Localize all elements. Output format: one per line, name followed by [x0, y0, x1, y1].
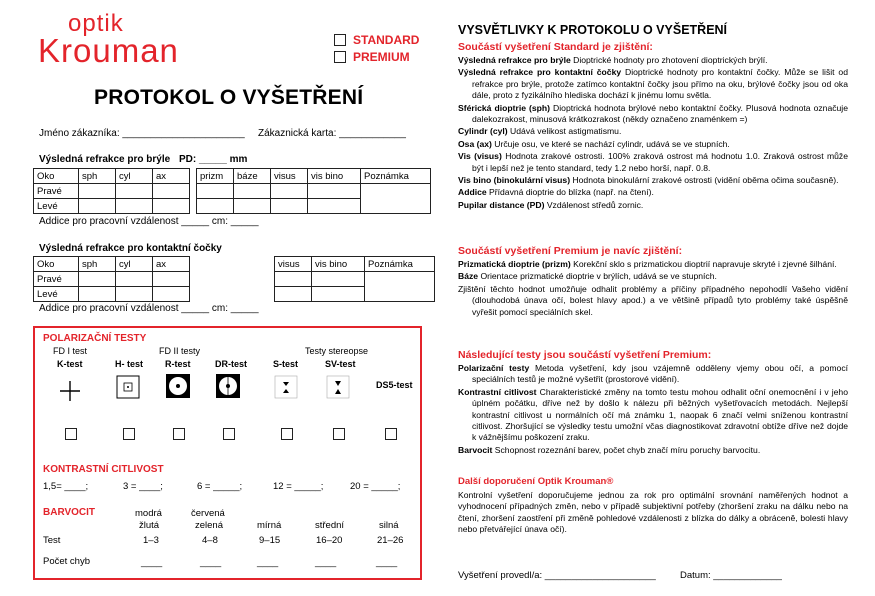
contacts-heading: Výsledná refrakce pro kontaktní čočky — [39, 243, 222, 254]
color-col-5-line2: silná — [379, 520, 399, 531]
standard-heading: Součástí vyšetření Standard je zjištění: — [458, 41, 653, 53]
color-col-2-line2: zelená — [195, 520, 223, 531]
table-cell[interactable] — [308, 199, 361, 214]
color-col-3-line2: mírná — [257, 520, 282, 531]
premium-heading: Součástí vyšetření Premium je navíc zjištění: — [458, 245, 683, 257]
color-test-value-4: 16–20 — [316, 535, 343, 546]
row-label: Pravé — [34, 272, 79, 287]
brand-logo-line1: optik — [68, 10, 124, 37]
col-gap — [190, 184, 197, 199]
explanations-title: VYSVĚTLIVKY K PROTOKOLU O VYŠETŘENÍ — [458, 23, 728, 37]
list-item: Sférická dioptrie (sph) Dioptrická hodnota brýlové nebo kontaktní čočky. Plusová hodnota označuje dalekozrakost, minusová krátkozrakost (někdy označeno znaménkem =) — [458, 102, 848, 125]
r-test-checkbox[interactable] — [173, 428, 185, 440]
premium-list — [458, 259, 848, 319]
table-cell[interactable] — [79, 287, 116, 302]
group-label-fd2: FD II testy — [159, 346, 201, 356]
standard-list — [458, 55, 848, 212]
contacts-addition-field[interactable]: Addice pro pracovní vzdálenost _____ cm: _____ — [39, 303, 259, 314]
table-cell[interactable] — [116, 199, 153, 214]
col-header: cyl — [116, 169, 153, 184]
note-cell[interactable] — [361, 184, 431, 214]
table-cell[interactable] — [116, 272, 153, 287]
col-gap — [190, 199, 197, 214]
col-header: vis bino — [308, 169, 361, 184]
r-test-icon — [165, 373, 191, 399]
col-gap — [190, 169, 197, 184]
contrast-field-3[interactable]: 6 = _____; — [197, 481, 243, 492]
glasses-table — [33, 168, 431, 214]
variant-premium-checkbox[interactable] — [334, 51, 346, 63]
list-item: Výsledná refrakce pro brýle Dioptrické hodnoty pro zhotovení dioptrických brýlí. — [458, 55, 768, 65]
group-label-stereo: Testy stereopse — [305, 346, 369, 356]
col-header: Oko — [34, 169, 79, 184]
table-cell[interactable] — [312, 287, 365, 302]
color-vision-heading: BARVOCIT — [43, 507, 96, 518]
dr-test-icon — [215, 373, 241, 399]
row-label: Pravé — [34, 184, 79, 199]
color-col-1-line1: modrá — [135, 508, 162, 519]
test-label-r: R-test — [165, 359, 191, 369]
color-test-label: Test — [43, 535, 61, 546]
list-item: Polarizační testy Metoda vyšetření, kdy jsou vzájemně odděleny vjemy obou očí, a pomocí speciálních testů je možné vyšetřit (prostorové vidění). — [458, 363, 848, 385]
col-header: visus — [275, 257, 312, 272]
contrast-field-2[interactable]: 3 = ____; — [123, 481, 163, 492]
color-errors-field-2[interactable]: ____ — [200, 557, 222, 568]
brand-logo — [38, 10, 188, 72]
table-cell[interactable] — [308, 184, 361, 199]
list-item: Báze Orientace prizmatické dioptrie v brýlích, udává se ve stupních. — [458, 271, 717, 282]
list-item: Zjištění těchto hodnot umožňuje odhalit problémy a příčiny případného nepohodlí Vašeho vidění (dlouhodobá únava očí, bolest hlavy apod.) a ve většině případů tyto problémy také úspěšně vyřešit pomocí speciálních skel. — [458, 283, 848, 317]
variant-standard-checkbox[interactable] — [334, 34, 346, 46]
col-header: Poznámka — [361, 169, 431, 184]
color-test-value-1: 1–3 — [143, 535, 159, 546]
table-cell[interactable] — [153, 199, 190, 214]
test-label-h: H- test — [115, 359, 144, 369]
color-col-1-line2: žlutá — [139, 520, 160, 531]
table-cell[interactable] — [153, 287, 190, 302]
list-item: Výsledná refrakce pro kontaktní čočky Dioptrické hodnoty pro kontaktní čočky. Může se lišit od refrakce pro brýle, protože zatímco kontaktní čočky jsou přímo na oku, brýlové čočky jsou od oka dále, proto z fyzikálního hlediska dochází k jinému lomu světla. — [458, 67, 848, 101]
table-cell[interactable] — [79, 272, 116, 287]
variant-standard-label: STANDARD — [353, 33, 420, 47]
glasses-heading: Výsledná refrakce pro brýle — [39, 154, 171, 165]
color-errors-field-4[interactable]: ____ — [315, 557, 337, 568]
variant-standard[interactable] — [334, 33, 419, 47]
color-errors-field-3[interactable]: ____ — [257, 557, 279, 568]
table-cell[interactable] — [234, 184, 271, 199]
table-cell[interactable] — [275, 287, 312, 302]
table-cell[interactable] — [271, 184, 308, 199]
test-label-ds5: DS5-test — [376, 380, 413, 390]
col-header: Poznámka — [365, 257, 435, 272]
glasses-addition-field[interactable]: Addice pro pracovní vzdálenost _____ cm: _____ — [39, 216, 259, 227]
tests-list — [458, 363, 848, 457]
pd-field[interactable]: PD: _____ mm — [179, 154, 248, 165]
list-item: Addice Přídavná dioptrie do blízka (např. na čtení). — [458, 187, 654, 198]
color-col-2-line1: červená — [191, 508, 225, 519]
color-errors-label: Počet chyb — [43, 556, 90, 567]
col-header: prizm — [197, 169, 234, 184]
group-label-fd1: FD I test — [53, 346, 88, 356]
page-title: PROTOKOL O VYŠETŘENÍ — [94, 86, 364, 109]
variant-premium-label: PREMIUM — [353, 50, 410, 64]
row-label: Levé — [34, 199, 79, 214]
date-field[interactable]: Datum: _____________ — [680, 570, 782, 581]
list-item: Kontrastní citlivost Charakteristické změny na tomto testu mohou odhalit oční onemocnění i v jeho úplném počátku, dříve než by došlo k nálezu při běžných vyšetřovacích metodách. Nejlepší kontrastní citlivost u normálních očí má známku 1, naopak 6 značí velmi sníženou kontrastní citlivost. Zhoršující se výsledky testu umožní včas diagnostikovat zdravotní obtíže dříve než dojde k vážnějšímu poškození zraku. — [458, 386, 848, 443]
contrast-field-5[interactable]: 20 = _____; — [350, 481, 401, 492]
col-header: visus — [271, 169, 308, 184]
ds5-test-checkbox[interactable] — [385, 428, 397, 440]
color-test-value-3: 9–15 — [259, 535, 281, 546]
tests-heading: Následující testy jsou součástí vyšetření Premium: — [458, 349, 712, 361]
list-item: Vis bino (binokulární visus) Hodnota binokulární zrakové ostrosti (vidění oběma očima současně). — [458, 175, 839, 186]
h-test-checkbox[interactable] — [123, 428, 135, 440]
test-label-sv: SV-test — [325, 359, 356, 369]
s-test-checkbox[interactable] — [281, 428, 293, 440]
list-item: Prizmatická dioptrie (prizm) Korekční sklo s prizmatickou dioptrií napravuje skryté i zjevné šilhání. — [458, 259, 837, 269]
row-label: Levé — [34, 287, 79, 302]
list-item: Barvocit Schopnost rozeznání barev, počet chyb značí míru poruchy barvocitu. — [458, 444, 761, 455]
table-cell[interactable] — [153, 272, 190, 287]
table-row — [34, 272, 435, 287]
k-test-checkbox[interactable] — [65, 428, 77, 440]
dr-test-checkbox[interactable] — [223, 428, 235, 440]
contrast-field-1[interactable]: 1,5= ____; — [43, 481, 89, 492]
variant-premium[interactable] — [334, 50, 410, 64]
test-label-s: S-test — [273, 359, 299, 369]
table-cell[interactable] — [153, 184, 190, 199]
customer-card-field[interactable]: Zákaznická karta: ____________ — [258, 128, 406, 139]
contrast-field-4[interactable]: 12 = _____; — [273, 481, 324, 492]
list-item: Osa (ax) Určuje osu, ve které se nachází cylindr, udává se ve stupních. — [458, 138, 730, 149]
color-errors-field-5[interactable]: ____ — [376, 557, 398, 568]
col-header: ax — [153, 257, 190, 272]
col-header: sph — [79, 257, 116, 272]
table-cell[interactable] — [312, 272, 365, 287]
col-header: báze — [234, 169, 271, 184]
contacts-table — [33, 256, 435, 302]
examined-by-field[interactable]: Vyšetření provedl/a: _____________________ — [458, 570, 656, 581]
color-test-value-2: 4–8 — [202, 535, 218, 546]
table-row — [34, 184, 431, 199]
contacts-table-header — [34, 257, 435, 272]
contrast-heading: KONTRASTNÍ CITLIVOST — [43, 464, 164, 475]
brand-logo-line2: Krouman — [38, 32, 179, 69]
col-header: vis bino — [312, 257, 365, 272]
col-gap — [190, 272, 275, 287]
color-test-value-5: 21–26 — [377, 535, 404, 546]
table-cell[interactable] — [116, 184, 153, 199]
h-test-icon — [115, 374, 141, 400]
table-cell[interactable] — [79, 199, 116, 214]
customer-name-field[interactable]: Jméno zákazníka: ______________________ — [39, 128, 245, 139]
note-cell[interactable] — [365, 272, 435, 302]
test-label-k: K-test — [57, 359, 83, 369]
k-test-icon — [57, 378, 83, 404]
list-item: Cylindr (cyl) Udává velikost astigmatismu. — [458, 126, 622, 137]
polarization-heading: POLARIZAČNÍ TESTY — [43, 333, 147, 344]
table-cell[interactable] — [116, 287, 153, 302]
recommend-heading: Další doporučení Optik Krouman® — [458, 476, 614, 487]
table-cell[interactable] — [197, 184, 234, 199]
table-cell[interactable] — [79, 184, 116, 199]
recommend-text: Kontrolní vyšetření doporučujeme jednou za rok pro optimální srovnání naměřených hodnot a vyhodnocení případných změn, nebo v případě subjektivní potřeby (zhoršení zraku na dálku nebo na čtení, zhoršení zaostření při změně pohledové vzdálenosti z blízka do dálky a obráceně, bolesti hlavy nebo přetvářející únava očí). — [458, 490, 848, 535]
premium-tests-panel — [33, 326, 422, 580]
s-test-icon — [273, 374, 299, 400]
test-label-dr: DR-test — [215, 359, 248, 369]
sv-test-icon — [325, 374, 351, 400]
list-item: Vis (visus) Hodnota zrakové ostrosti. 100% zraková ostrost má hodnotu 1.0. Zraková ostrost může být i lepší než je tento standard, tedy 1.2 nebo horší, např. 0.8. — [458, 151, 848, 173]
table-cell[interactable] — [234, 199, 271, 214]
col-header: cyl — [116, 257, 153, 272]
col-header: Oko — [34, 257, 79, 272]
sv-test-checkbox[interactable] — [333, 428, 345, 440]
col-gap — [190, 257, 275, 272]
color-col-4-line2: střední — [315, 520, 345, 531]
color-errors-field-1[interactable]: ____ — [141, 557, 163, 568]
table-cell[interactable] — [275, 272, 312, 287]
table-cell[interactable] — [271, 199, 308, 214]
list-item: Pupilar distance (PD) Vzdálenost středů zornic. — [458, 199, 644, 210]
col-header: sph — [79, 169, 116, 184]
glasses-table-header — [34, 169, 431, 184]
col-header: ax — [153, 169, 190, 184]
table-cell[interactable] — [197, 199, 234, 214]
col-gap — [190, 287, 275, 302]
